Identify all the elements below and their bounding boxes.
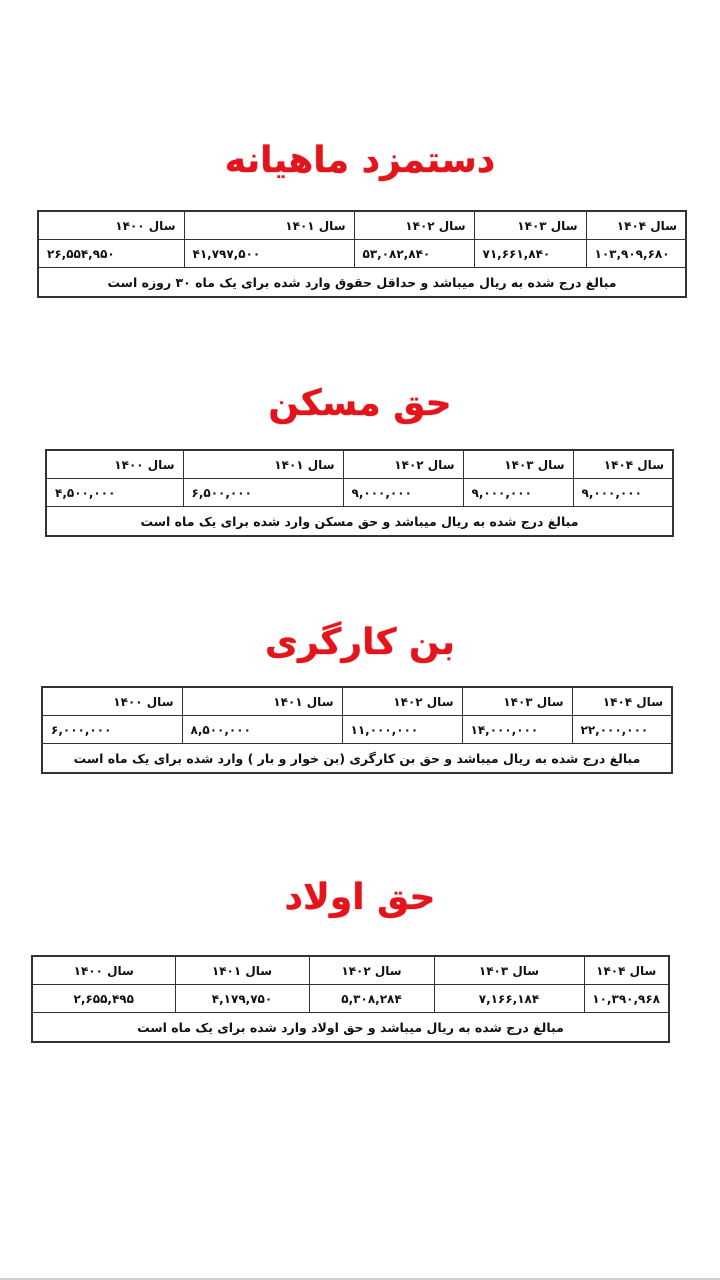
header-cell: سال ۱۴۰۲	[354, 211, 474, 240]
header-cell: سال ۱۴۰۳	[463, 450, 573, 479]
note-cell: مبالغ درج شده به ریال میباشد و حق مسکن وارد شده برای یک ماه است	[46, 507, 673, 537]
value-cell: ۸,۵۰۰,۰۰۰	[182, 716, 342, 744]
value-cell: ۴۱,۷۹۷,۵۰۰	[184, 240, 354, 268]
table-header-row	[32, 956, 669, 985]
table-value-row	[32, 985, 669, 1013]
value-cell: ۴,۱۷۹,۷۵۰	[175, 985, 309, 1013]
header-cell: سال ۱۴۰۱	[184, 211, 354, 240]
header-cell: سال ۱۴۰۳	[462, 687, 572, 716]
worker-voucher-table	[41, 686, 673, 774]
value-cell: ۶,۰۰۰,۰۰۰	[42, 716, 182, 744]
header-cell: سال ۱۴۰۱	[183, 450, 343, 479]
header-cell: سال ۱۴۰۲	[309, 956, 434, 985]
table-note-row	[32, 1013, 669, 1043]
monthly-wage-table	[37, 210, 687, 298]
table-header-row	[38, 211, 686, 240]
header-cell: سال ۱۴۰۳	[434, 956, 584, 985]
note-cell: مبالغ درج شده به ریال میباشد و حق بن کارگری (بن خوار و بار ) وارد شده برای یک ماه است	[42, 744, 672, 774]
section-title-housing-allowance: حق مسکن	[268, 383, 452, 424]
table-value-row	[46, 479, 673, 507]
section-title-monthly-wage: دستمزد ماهیانه	[224, 140, 496, 181]
child-allowance-table	[31, 955, 670, 1043]
table-value-row	[42, 716, 672, 744]
value-cell: ۲,۶۵۵,۴۹۵	[32, 985, 175, 1013]
header-cell: سال ۱۴۰۲	[343, 450, 463, 479]
value-cell: ۹,۰۰۰,۰۰۰	[573, 479, 673, 507]
header-cell: سال ۱۴۰۳	[474, 211, 586, 240]
table-value-row	[38, 240, 686, 268]
value-cell: ۱۰۳,۹۰۹,۶۸۰	[586, 240, 686, 268]
value-cell: ۷,۱۶۶,۱۸۴	[434, 985, 584, 1013]
value-cell: ۷۱,۶۶۱,۸۴۰	[474, 240, 586, 268]
header-cell: سال ۱۴۰۴	[573, 450, 673, 479]
header-cell: سال ۱۴۰۴	[586, 211, 686, 240]
value-cell: ۱۰,۳۹۰,۹۶۸	[584, 985, 669, 1013]
table-note-row	[46, 507, 673, 537]
value-cell: ۴,۵۰۰,۰۰۰	[46, 479, 183, 507]
header-cell: سال ۱۴۰۲	[342, 687, 462, 716]
value-cell: ۶,۵۰۰,۰۰۰	[183, 479, 343, 507]
header-cell: سال ۱۴۰۰	[42, 687, 182, 716]
header-cell: سال ۱۴۰۴	[572, 687, 672, 716]
table-note-row	[38, 268, 686, 298]
header-cell: سال ۱۴۰۴	[584, 956, 669, 985]
header-cell: سال ۱۴۰۰	[32, 956, 175, 985]
header-cell: سال ۱۴۰۱	[182, 687, 342, 716]
note-cell: مبالغ درج شده به ریال میباشد و حداقل حقوق وارد شده برای یک ماه ۳۰ روزه است	[38, 268, 686, 298]
header-cell: سال ۱۴۰۰	[46, 450, 183, 479]
value-cell: ۹,۰۰۰,۰۰۰	[463, 479, 573, 507]
section-title-worker-voucher: بن کارگری	[265, 622, 455, 663]
value-cell: ۱۱,۰۰۰,۰۰۰	[342, 716, 462, 744]
header-cell: سال ۱۴۰۱	[175, 956, 309, 985]
table-header-row	[42, 687, 672, 716]
value-cell: ۲۶,۵۵۴,۹۵۰	[38, 240, 184, 268]
value-cell: ۱۴,۰۰۰,۰۰۰	[462, 716, 572, 744]
table-header-row	[46, 450, 673, 479]
section-title-child-allowance: حق اولاد	[284, 877, 436, 918]
value-cell: ۵۳,۰۸۲,۸۴۰	[354, 240, 474, 268]
note-cell: مبالغ درج شده به ریال میباشد و حق اولاد وارد شده برای یک ماه است	[32, 1013, 669, 1043]
header-cell: سال ۱۴۰۰	[38, 211, 184, 240]
value-cell: ۲۲,۰۰۰,۰۰۰	[572, 716, 672, 744]
value-cell: ۹,۰۰۰,۰۰۰	[343, 479, 463, 507]
table-note-row	[42, 744, 672, 774]
housing-allowance-table	[45, 449, 674, 537]
value-cell: ۵,۳۰۸,۲۸۴	[309, 985, 434, 1013]
